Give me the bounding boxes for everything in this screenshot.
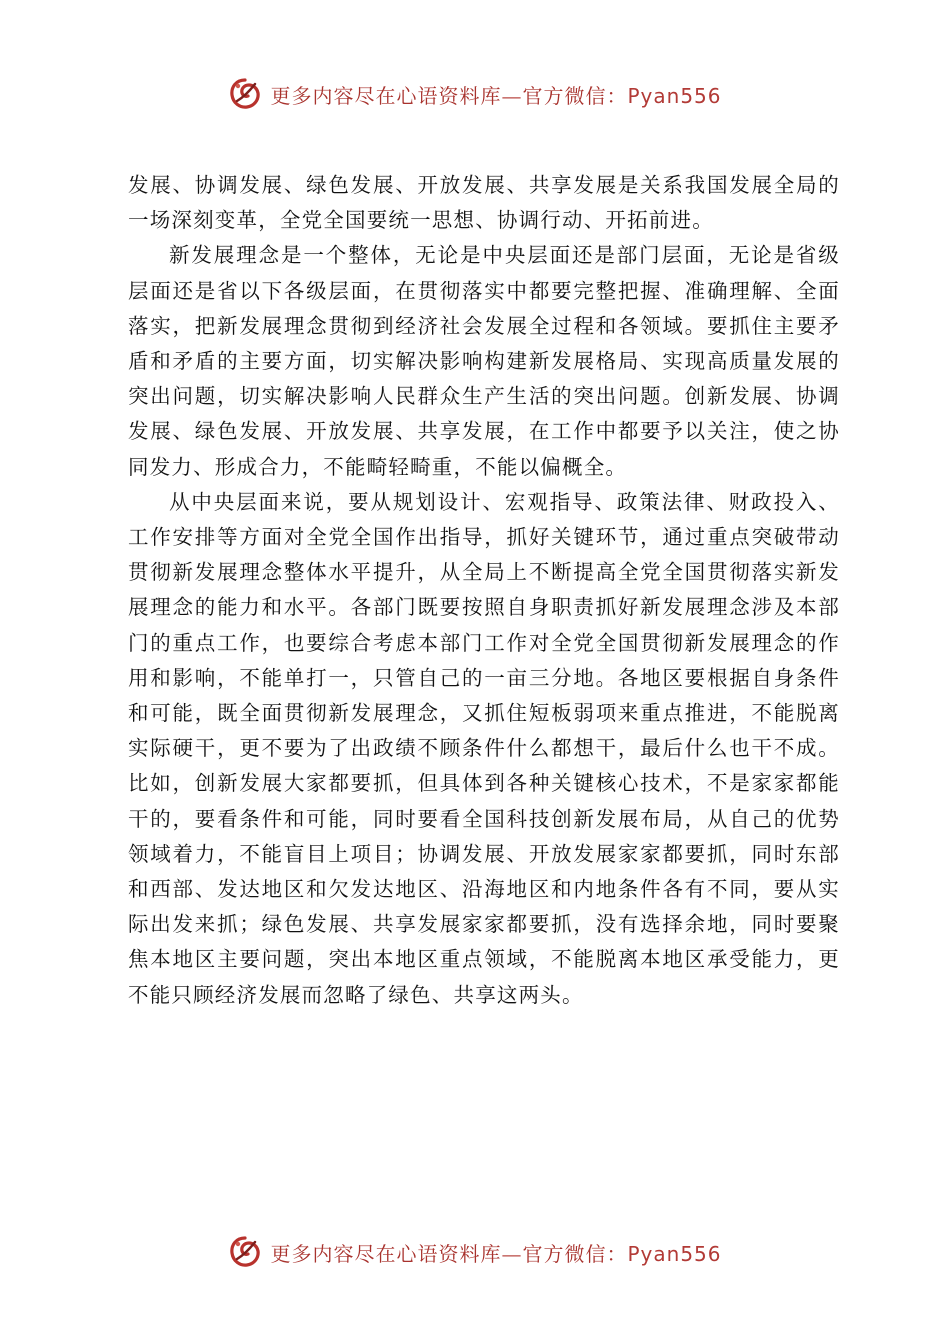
header-wechat-label: 官方微信： xyxy=(522,83,628,108)
footer-separator: — xyxy=(501,1241,523,1266)
header-brand: 更多内容尽在心语资料库 xyxy=(270,83,502,108)
footer-wechat-id: Pyan556 xyxy=(627,1241,722,1266)
footer-wechat-label: 官方微信： xyxy=(522,1241,628,1266)
header-wechat-id: Pyan556 xyxy=(627,83,722,108)
header-banner-text xyxy=(270,80,721,109)
brush-swirl-logo-icon xyxy=(228,1235,262,1269)
paragraph-2: 新发展理念是一个整体，无论是中央层面还是部门层面，无论是省级层面还是省以下各级层面，在贯彻落实中都要完整把握、准确理解、全面落实，把新发展理念贯彻到经济社会发展全过程和各领域。要抓住主要矛盾和矛盾的主要方面，切实解决影响构建新发展格局、实现高质量发展的突出问题，切实解决影响人民群众生产生活的突出问题。创新发展、协调发展、绿色发展、开放发展、共享发展，在工作中都要予以关注，使之协同发力、形成合力，不能畸轻畸重，不能以偏概全。 xyxy=(128,243,840,479)
footer-brand: 更多内容尽在心语资料库 xyxy=(270,1241,502,1266)
brush-swirl-logo-icon xyxy=(228,77,262,111)
footer-banner xyxy=(0,1232,950,1272)
header-banner xyxy=(0,74,950,114)
header-separator: — xyxy=(501,83,523,108)
footer-banner-text xyxy=(270,1238,721,1267)
paragraph-1: 发展、协调发展、绿色发展、开放发展、共享发展是关系我国发展全局的一场深刻变革，全党全国要统一思想、协调行动、开拓前进。 xyxy=(128,173,840,233)
document-body xyxy=(128,168,840,1013)
paragraph-3: 从中央层面来说，要从规划设计、宏观指导、政策法律、财政投入、工作安排等方面对全党全国作出指导，抓好关键环节，通过重点突破带动贯彻新发展理念整体水平提升，从全局上不断提高全党全国贯彻落实新发展理念的能力和水平。各部门既要按照自身职责抓好新发展理念涉及本部门的重点工作，也要综合考虑本部门工作对全党全国贯彻新发展理念的作用和影响，不能单打一，只管自己的一亩三分地。各地区要根据自身条件和可能，既全面贯彻新发展理念，又抓住短板弱项来重点推进，不能脱离实际硬干，更不要为了出政绩不顾条件什么都想干，最后什么也干不成。比如，创新发展大家都要抓，但具体到各种关键核心技术，不是家家都能干的，要看条件和可能，同时要看全国科技创新发展布局，从自己的优势领域着力，不能盲目上项目；协调发展、开放发展家家都要抓，同时东部和西部、发达地区和欠发达地区、沿海地区和内地条件各有不同，要从实际出发来抓；绿色发展、共享发展家家都要抓，没有选择余地，同时要聚焦本地区主要问题，突出本地区重点领域，不能脱离本地区承受能力，更不能只顾经济发展而忽略了绿色、共享这两头。 xyxy=(128,489,840,1007)
